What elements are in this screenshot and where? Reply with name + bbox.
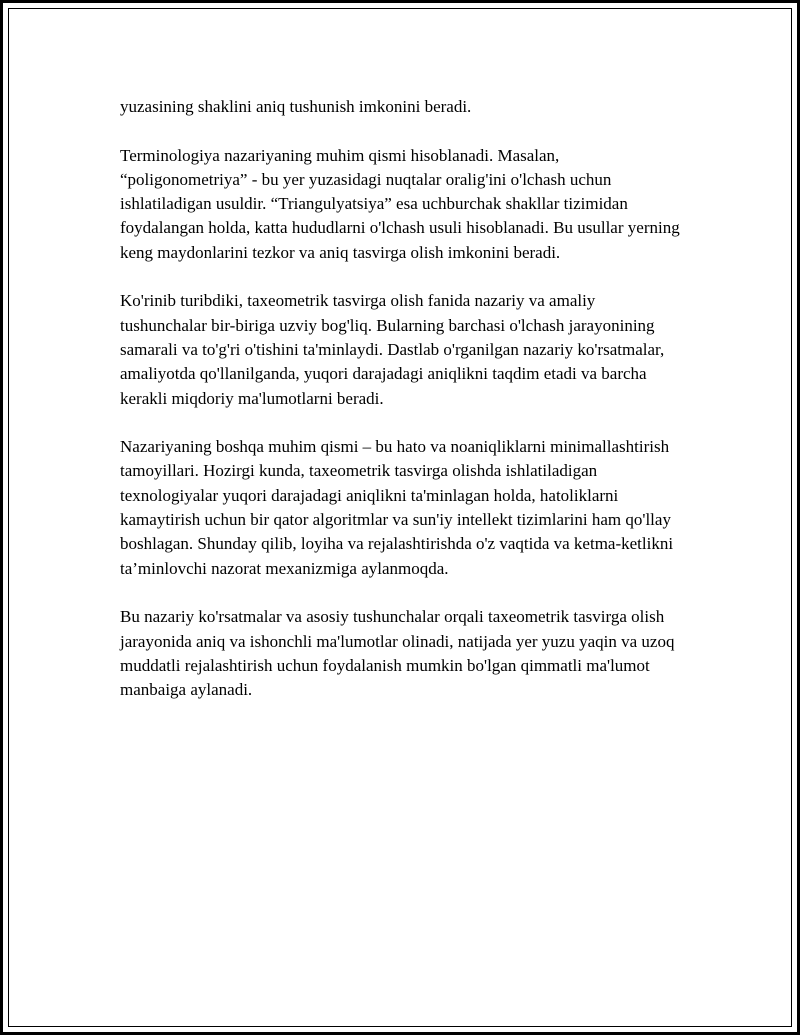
paragraph-5: Bu nazariy ko'rsatmalar va asosiy tushunchalar orqali taxeometrik tasvirga olish jarayonida aniq va ishonchli ma'lumotlar olinadi, natijada yer yuzu yaqin va uzoq muddatli rejalashtirish uchun foydalanish mumkin bo'lgan qimmatli ma'lumot manbaiga aylanadi. <box>120 607 675 700</box>
paragraph-2: Terminologiya nazariyaning muhim qismi hisoblanadi. Masalan, “poligonometriya” - bu yer yuzasidagi nuqtalar oralig'ini o'lchash uchun ishlatiladigan usuldir. “Triangulyatsiya” esa uchburchak shakllar tizimidan foydalangan holda, katta hududlarni o'lchash usuli hisoblanadi. Bu usullar yerning keng maydonlarini tezkor va aniq tasvirga olish imkonini beradi. <box>120 145 680 262</box>
paragraph-3: Ko'rinib turibdiki, taxeometrik tasvirga olish fanida nazariy va amaliy tushunchalar bir-biriga uzviy bog'liq. Bularning barchasi o'lchash jarayonining samarali va to'g'ri o'tishini ta'minlaydi. Dastlab o'rganilgan nazariy ko'rsatmalar, amaliyotda qo'llanilganda, yuqori darajadagi aniqlikni taqdim etadi va barcha kerakli miqdoriy ma'lumotlarni beradi. <box>120 291 665 408</box>
paragraph-1: yuzasining shaklini aniq tushunish imkonini beradi. <box>120 97 472 116</box>
document-body <box>120 95 685 702</box>
paragraph-4: Nazariyaning boshqa muhim qismi – bu hato va noaniqliklarni minimallashtirish tamoyillari. Hozirgi kunda, taxeometrik tasvirga olishda ishlatiladigan texnologiyalar yuqori darajadagi aniqlikni ta'minlagan holda, hatoliklarni kamaytirish uchun bir qator algoritmlar va sun'iy intellekt tizimlarini ham qo'llay boshlagan. Shunday qilib, loyiha va rejalashtirishda o'z vaqtida va ketma-ketlikni ta’minlovchi nazorat mexanizmiga aylanmoqda. <box>120 437 674 578</box>
